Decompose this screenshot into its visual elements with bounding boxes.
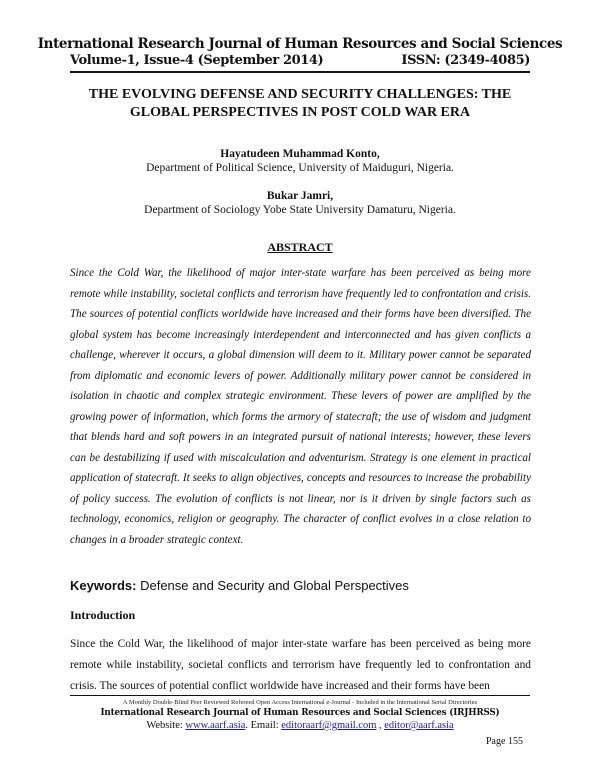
footer-directory-note: A Monthly Double-Blind Peer Reviewed Refereed Open Access International e-Journal - Included in the International Serial Directories bbox=[122, 699, 478, 706]
paper-title-line-2: GLOBAL PERSPECTIVES IN POST COLD WAR ERA bbox=[129, 105, 471, 120]
abstract-heading: ABSTRACT bbox=[267, 240, 333, 254]
author-2-name: Bukar Jamri, bbox=[266, 190, 334, 202]
paper-title bbox=[70, 86, 530, 122]
author-1-name: Hayatudeen Muhammad Konto, bbox=[220, 148, 380, 160]
introduction-text: Since the Cold War, the likelihood of major inter-state warfare has been perceived as being more remote while instability, societal conflicts and terrorism have frequently led to confrontation and crisis. The sources of potential conflict worldwide have increased and their forms have been bbox=[70, 638, 531, 692]
author-1 bbox=[70, 147, 530, 175]
author-1-affiliation: Department of Political Science, University of Maiduguri, Nigeria. bbox=[146, 162, 454, 174]
header-journal-title: International Research Journal of Human Resources and Social Sciences bbox=[37, 36, 563, 52]
abstract-text: Since the Cold War, the likelihood of major inter-state warfare has been perceived as being more remote while instability, societal conflicts and terrorism have frequently led to confrontation and crisis. The sources of potential conflicts worldwide have increased and their forms have been diversified. The global system has become increasingly interdependent and interconnected and has given conflicts a challenge, wherever it occurs, a global dimension will deem to it. Military power cannot be separated from diplomatic and economic levers of power. Additionally military power cannot be considered in isolation in chaotic and complex strategic environment. These levers of power are amplified by the growing power of information, which forms the armory of statecraft; the use of wisdom and judgment that blends hard and soft powers in an integrated pursuit of national interests; however, these levers can be destabilizing if used with miscalculation and adventurism. Strategy is one element in practical application of statecraft. It seeks to align objectives, concepts and resources to increase the probability of policy success. The evolution of conflicts is not linear, nor is it driven by single factors such as technology, economics, religion or geography. The character of conflict evolves in a close relation to changes in a broader strategic context. bbox=[70, 267, 531, 546]
footer-email-link-2[interactable]: editor@aarf.asia bbox=[384, 720, 454, 731]
footer-journal-title: International Research Journal of Human Resources and Social Sciences (IRJHRSS) bbox=[100, 708, 500, 718]
keywords-value: Defense and Security and Global Perspectives bbox=[140, 578, 409, 593]
footer-email-label: . Email: bbox=[245, 720, 279, 731]
footer-rule bbox=[70, 695, 530, 696]
header-issue-row bbox=[70, 53, 530, 68]
header-issn: ISSN: (2349-4085) bbox=[401, 53, 530, 68]
author-2-affiliation: Department of Sociology Yobe State University Damaturu, Nigeria. bbox=[144, 204, 456, 216]
footer-email-link-1[interactable]: editoraarf@gmail.com bbox=[281, 720, 377, 731]
footer-website-label: Website: bbox=[146, 720, 183, 731]
page-number: Page 155 bbox=[486, 736, 523, 747]
keywords-label: Keywords: bbox=[70, 578, 137, 593]
introduction-heading: Introduction bbox=[70, 608, 136, 622]
header-volume: Volume-1, Issue-4 (September 2014) bbox=[70, 53, 324, 68]
footer-email-separator: , bbox=[378, 720, 382, 731]
footer-website-link[interactable]: www.aarf.asia bbox=[185, 720, 246, 731]
header-rule bbox=[70, 71, 530, 73]
footer-contact bbox=[0, 720, 600, 731]
paper-title-line-1: THE EVOLVING DEFENSE AND SECURITY CHALLENGES: THE bbox=[88, 87, 512, 102]
author-2 bbox=[70, 189, 530, 217]
keywords bbox=[70, 578, 530, 593]
